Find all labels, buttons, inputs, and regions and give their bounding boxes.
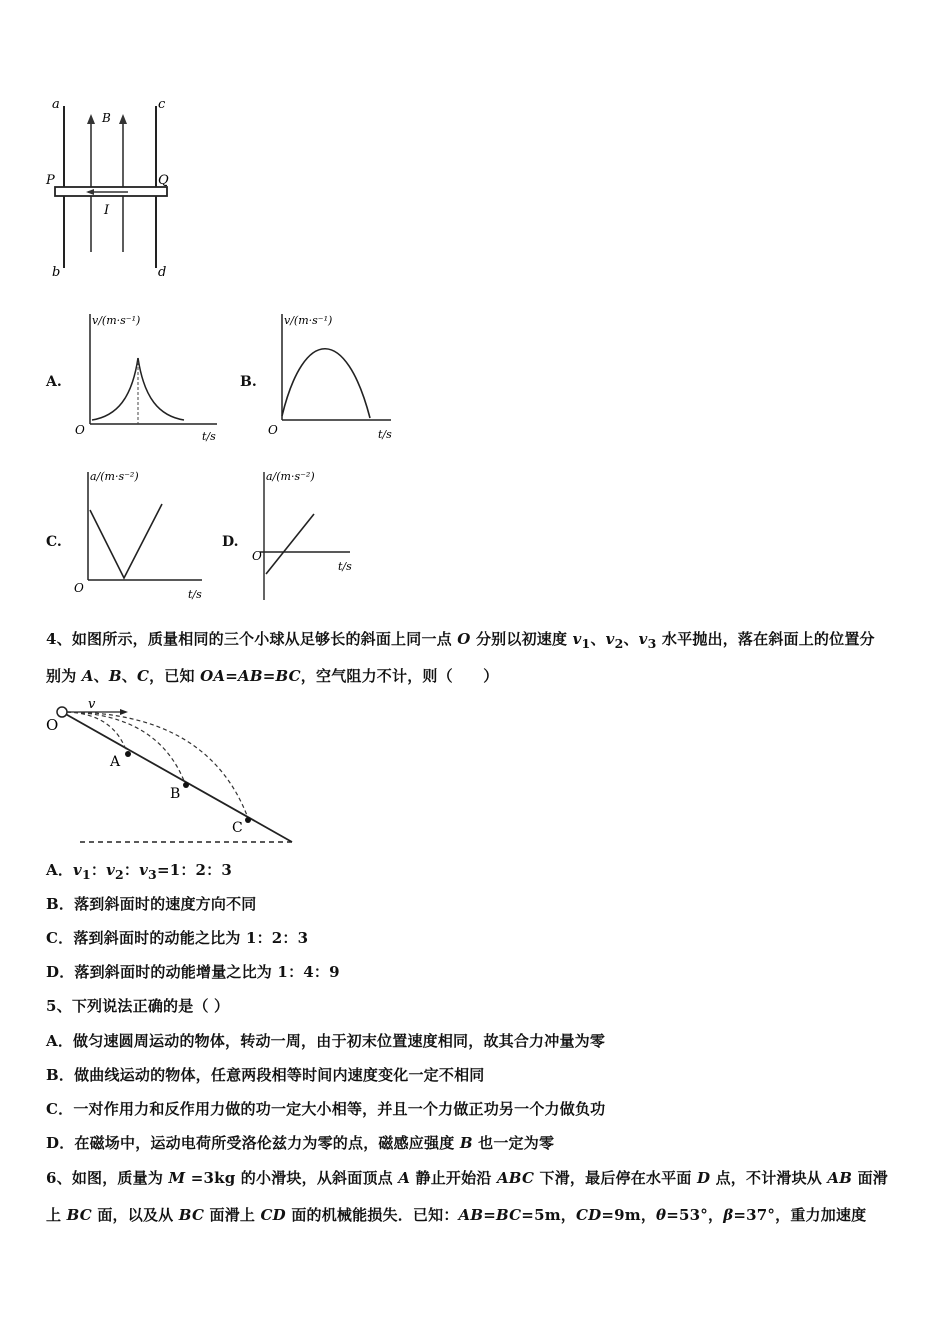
q5-option-c: C．一对作用力和反作用力做的功一定大小相等，并且一个力做正功另一个力做负功 (46, 1100, 606, 1118)
label-B-field: B (102, 111, 111, 125)
rails-figure (40, 92, 190, 282)
option-a-letter: A. (46, 374, 62, 390)
option-d-graph (248, 462, 368, 602)
option-c-letter: C. (46, 534, 62, 550)
incline-label-B: B (170, 786, 181, 802)
q4-option-a: A．$v_1$：$v_2$：$v_3=1$：2：3 (46, 861, 233, 882)
option-b-xlabel: t/s (378, 428, 392, 441)
option-b-origin: O (268, 423, 278, 437)
q5-stem: 5、下列说法正确的是（ ） (46, 997, 230, 1015)
q6-stem-line1: 6、如图，质量为 M =3kg 的小滑块，从斜面顶点 A 静止开始沿 ABC 下滑，最后停在水平面 D 点，不计滑块从 AB 面滑 (46, 1169, 888, 1187)
option-a-ylabel: v/(m·s⁻¹) (92, 314, 141, 327)
option-d-letter: D. (222, 534, 239, 550)
option-b-letter: B. (240, 374, 257, 390)
label-current: I (104, 203, 110, 218)
q6-stem-line2: 上 BC 面，以及从 BC 面滑上 CD 面的机械能损失．已知：AB=BC=5m，CD=9m，θ=53°，β=37°，重力加速度 (46, 1206, 867, 1224)
incline-label-A: A (110, 754, 121, 770)
label-c: c (158, 97, 166, 112)
label-a: a (52, 97, 60, 112)
option-a-graph (72, 306, 232, 446)
option-a-xlabel: t/s (202, 430, 216, 443)
option-d-ylabel: a/(m·s⁻²) (266, 470, 315, 483)
label-P: P (46, 173, 55, 188)
q5-option-d: D．在磁场中，运动电荷所受洛伦兹力为零的点，磁感应强度 B 也一定为零 (46, 1134, 555, 1152)
option-b-ylabel: v/(m·s⁻¹) (284, 314, 333, 327)
option-c-origin: O (74, 581, 84, 595)
option-c-xlabel: t/s (188, 588, 202, 601)
incline-label-C: C (232, 820, 243, 836)
label-Q: Q (158, 173, 169, 188)
q4-option-d: D．落到斜面时的动能增量之比为 1：4：9 (46, 963, 340, 981)
incline-figure (40, 696, 310, 848)
option-c-graph (72, 462, 222, 602)
label-b: b (52, 265, 61, 280)
option-d-origin: O (252, 549, 262, 563)
q4-option-b: B．落到斜面时的速度方向不同 (46, 895, 257, 913)
q4-stem-line1: 4、如图所示，质量相同的三个小球从足够长的斜面上同一点 O 分别以初速度 $v_1$、$v_2$、$v_3$ 水平抛出，落在斜面上的位置分 (46, 630, 875, 651)
q4-option-c: C．落到斜面时的动能之比为 1：2：3 (46, 929, 309, 947)
q5-option-b: B．做曲线运动的物体，任意两段相等时间内速度变化一定不相同 (46, 1066, 485, 1084)
incline-label-O: O (46, 716, 59, 734)
incline-label-v: v (88, 697, 96, 712)
option-a-origin: O (75, 423, 85, 437)
option-b-graph (266, 306, 406, 446)
option-c-ylabel: a/(m·s⁻²) (90, 470, 139, 483)
option-d-xlabel: t/s (338, 560, 352, 573)
label-d: d (158, 265, 167, 280)
q4-stem-line2: 别为 A、B、C，已知 OA=AB=BC，空气阻力不计，则（ ） (46, 667, 499, 685)
q5-option-a: A．做匀速圆周运动的物体，转动一周，由于初末位置速度相同，故其合力冲量为零 (46, 1032, 606, 1050)
